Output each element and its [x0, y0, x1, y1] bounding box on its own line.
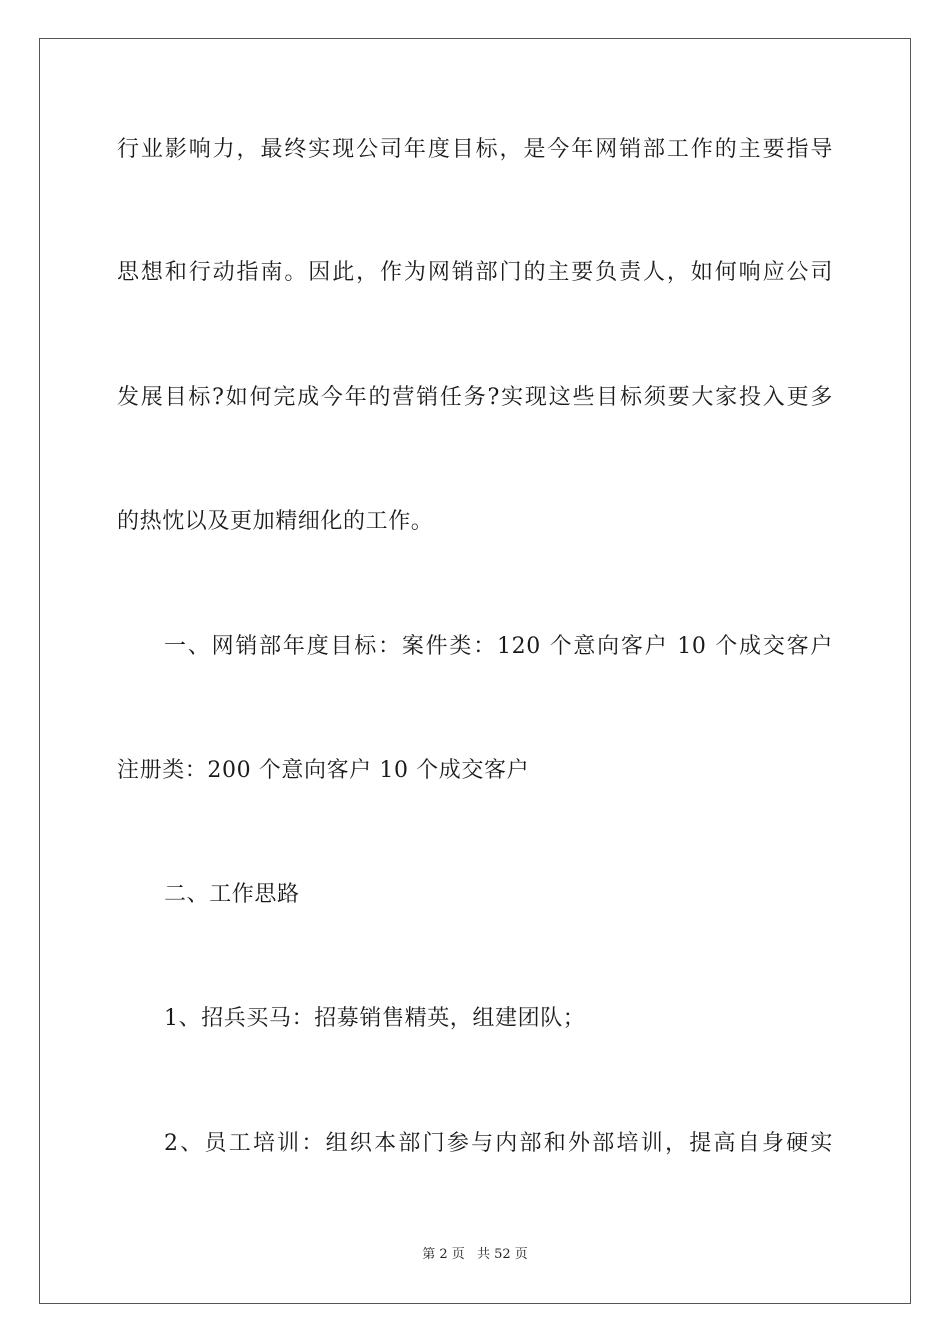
- paragraph-line-3: 发展目标?如何完成今年的营销任务?实现这些目标须要大家投入更多: [117, 385, 833, 410]
- paragraph-line-4: 的热忱以及更加精细化的工作。: [117, 509, 434, 534]
- paragraph-line-2: 思想和行动指南。因此，作为网销部门的主要负责人，如何响应公司: [117, 260, 833, 285]
- page-footer: [0, 1246, 950, 1264]
- paragraph-line-1: 行业影响力，最终实现公司年度目标，是今年网销部工作的主要指导: [117, 137, 833, 162]
- list-item-2: 2、员工培训：组织本部门参与内部和外部培训，提高自身硬实: [164, 1131, 833, 1156]
- section-one-continuation: 注册类：200 个意向客户 10 个成交客户: [117, 758, 530, 783]
- page-number: 第 2 页: [422, 1247, 465, 1262]
- page-border: [39, 38, 911, 1304]
- list-item-1: 1、招兵买马：招募销售精英，组建团队；: [164, 1006, 586, 1031]
- section-two-heading: 二、工作思路: [164, 882, 300, 907]
- page-total: 共 52 页: [476, 1247, 528, 1262]
- section-one-heading: 一、网销部年度目标：案件类：120 个意向客户 10 个成交客户: [164, 634, 833, 659]
